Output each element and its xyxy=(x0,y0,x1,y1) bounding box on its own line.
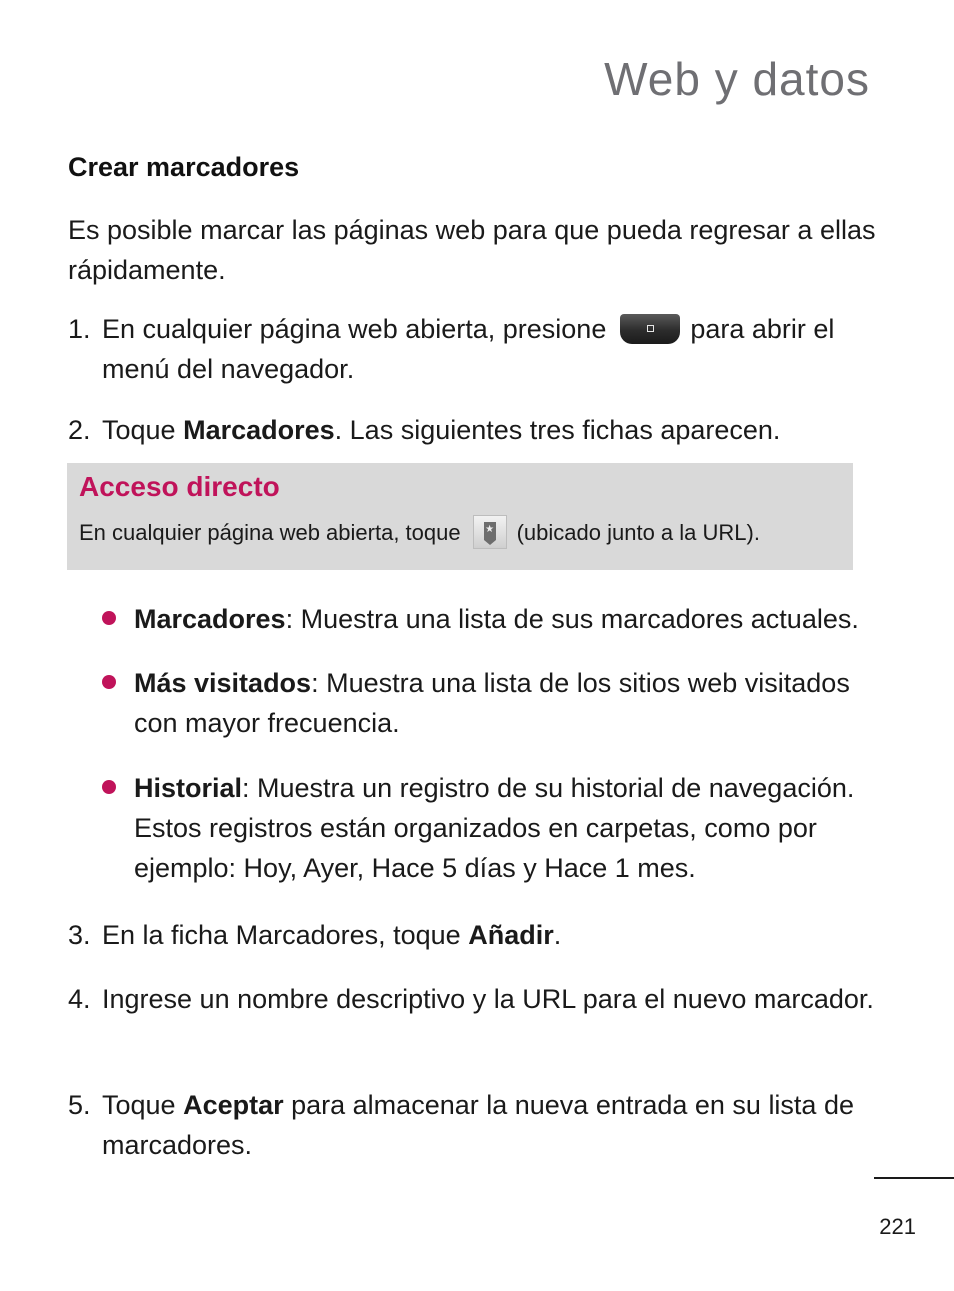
note-text-after: (ubicado junto a la URL). xyxy=(516,520,760,545)
step-number: 2. xyxy=(68,415,91,445)
step-text: Ingrese un nombre descriptivo y la URL para el nuevo marcador. xyxy=(102,984,874,1014)
step-number: 4. xyxy=(68,984,91,1014)
bullet-text: : Muestra una lista de sus marcadores actuales. xyxy=(285,604,859,634)
step-3 xyxy=(68,915,888,955)
bullet-dot xyxy=(102,780,116,794)
bullet-term: Historial xyxy=(134,773,243,803)
bullet-dot xyxy=(102,675,116,689)
section-heading: Crear marcadores xyxy=(68,152,300,182)
note-text-before: En cualquier página web abierta, toque xyxy=(79,520,461,545)
step-text-before: En la ficha Marcadores, toque xyxy=(102,920,469,950)
step-bold-term: Marcadores xyxy=(183,415,335,445)
note-title: Acceso directo xyxy=(79,471,280,502)
step-text-after: para almacenar la nueva entrada en su lista de marcadores. xyxy=(102,1090,854,1160)
bullet-item-marcadores xyxy=(134,599,874,639)
bullet-dot xyxy=(102,611,116,625)
bullet-text: : Muestra un registro de su historial de navegación. Estos registros están organizados en carpetas, como por ejemplo: Hoy, Ayer, Hace 5 días y Hace 1 mes. xyxy=(134,773,855,883)
step-text-after: . xyxy=(553,920,562,950)
step-number: 5. xyxy=(68,1090,91,1120)
bullet-text: : Muestra una lista de los sitios web visitados con mayor frecuencia. xyxy=(134,668,850,738)
step-4 xyxy=(68,979,888,1019)
step-number: 3. xyxy=(68,920,91,950)
step-text-before: Toque xyxy=(102,415,184,445)
step-text-before: Toque xyxy=(102,1090,184,1120)
bookmark-icon: ★ xyxy=(473,515,507,549)
step-text-after: . Las siguientes tres fichas aparecen. xyxy=(334,415,781,445)
bullet-item-mas-visitados xyxy=(134,663,874,743)
step-number: 1. xyxy=(68,314,91,344)
shortcut-note xyxy=(67,463,853,570)
intro-paragraph: Es posible marcar las páginas web para que pueda regresar a ellas rápidamente. xyxy=(68,215,876,285)
step-text-before: En cualquier página web abierta, presione xyxy=(102,314,607,344)
step-1 xyxy=(68,309,888,389)
page-title: Web y datos xyxy=(604,53,870,105)
step-bold-term: Añadir xyxy=(468,920,554,950)
step-text-after: para abrir el menú del navegador. xyxy=(102,314,835,384)
bullet-item-historial xyxy=(134,768,874,888)
menu-key-icon xyxy=(620,314,680,344)
step-bold-term: Aceptar xyxy=(183,1090,284,1120)
step-5 xyxy=(68,1085,888,1165)
page-number: 221 xyxy=(879,1214,916,1239)
bullet-term: Más visitados xyxy=(134,668,312,698)
note-text xyxy=(79,515,760,549)
step-2 xyxy=(68,410,888,450)
bullet-term: Marcadores xyxy=(134,604,286,634)
footer-rule xyxy=(874,1177,954,1179)
